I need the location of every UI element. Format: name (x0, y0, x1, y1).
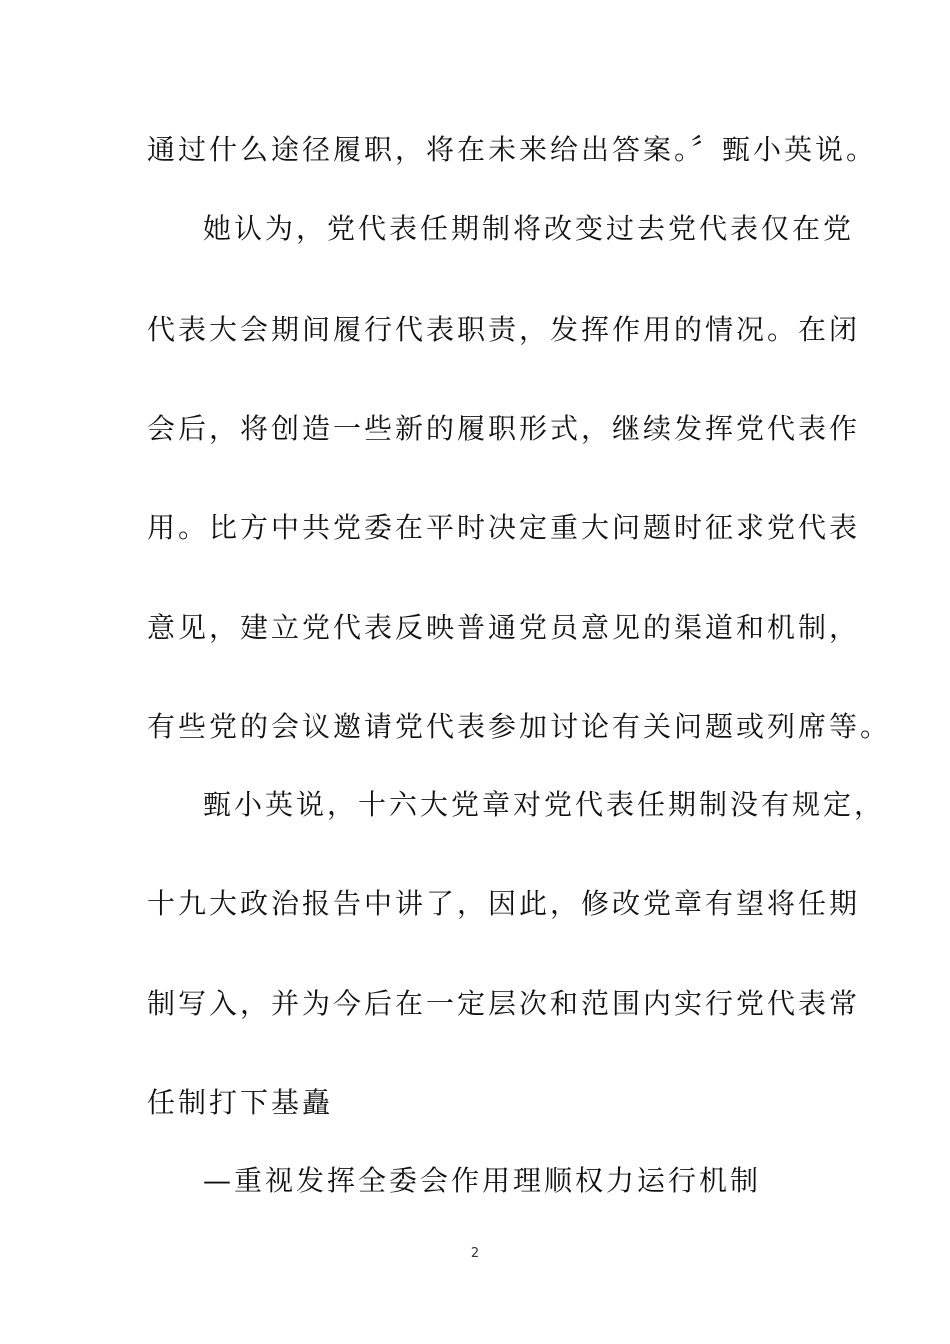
text-line: 十九大政治报告中讲了，因此，修改党章有望将任期 (147, 887, 861, 920)
text-line: 会后，将创造一些新的履职形式，继续发挥党代表作 (147, 412, 861, 445)
section-heading: —重视发挥全委会作用理顺权力运行机制 (203, 1164, 762, 1197)
paragraph-start-line: 甄小英说，十六大党章对党代表任期制没有规定， (203, 788, 886, 821)
paragraph-start-line: 她认为，党代表任期制将改变过去党代表仅在党 (203, 212, 855, 245)
text-line: 通过什么途径履职，将在未来给出答案。〞甄小英说。 (147, 133, 878, 166)
text-line: 有些党的会议邀请党代表参加讨论有关问题或列席等。 (147, 710, 892, 743)
text-line: 用。比方中共党委在平时决定重大问题时征求党代表 (147, 511, 861, 544)
text-line: 代表大会期间履行代表职责，发挥作用的情况。在闭 (147, 313, 861, 346)
text-line: 任制打下基矗 (147, 1086, 334, 1119)
text-line: 制写入，并为今后在一定层次和范围内实行党代表常 (147, 987, 861, 1020)
text-line: 意见，建立党代表反映普通党员意见的渠道和机制， (147, 611, 861, 644)
page-number: 2 (470, 1246, 480, 1261)
